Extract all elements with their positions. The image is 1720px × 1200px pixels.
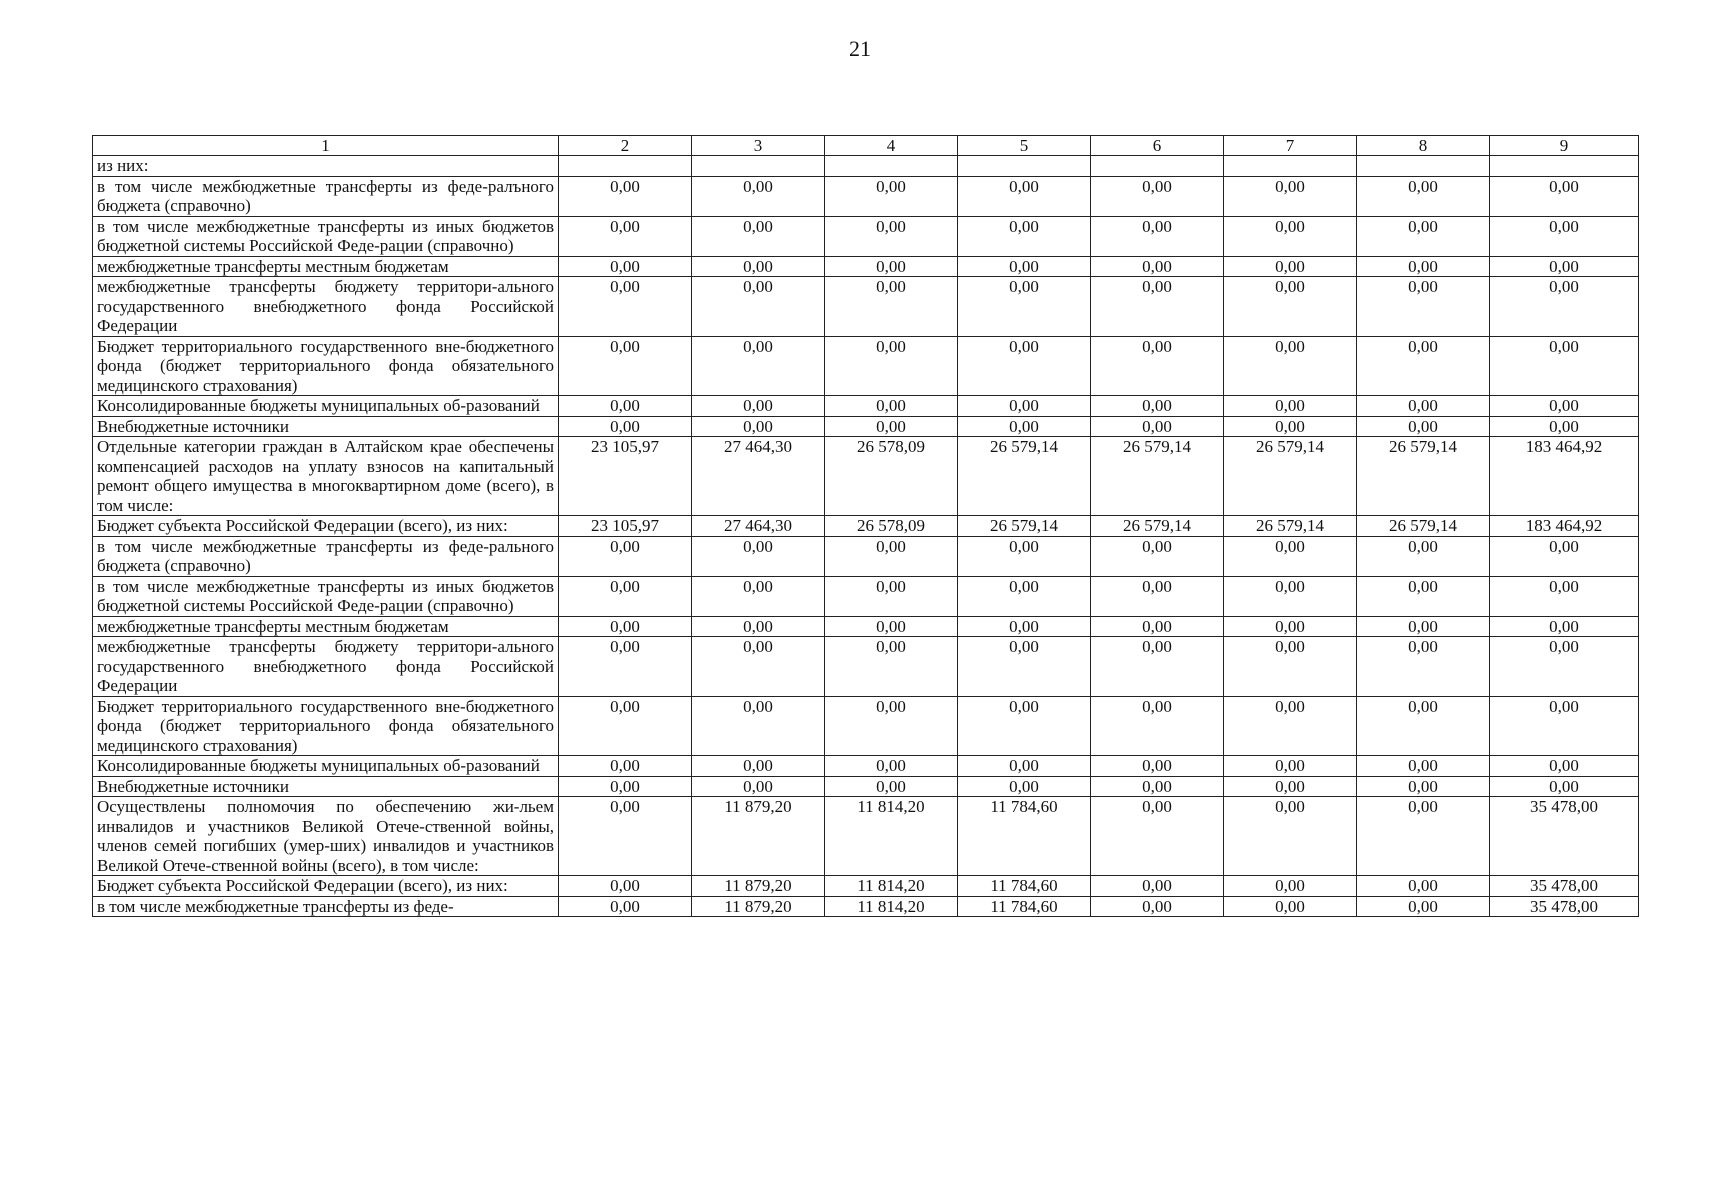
- value-cell: 0,00: [1490, 216, 1639, 256]
- value-cell: 0,00: [1224, 396, 1357, 417]
- value-cell: 0,00: [958, 536, 1091, 576]
- row-label: в том числе межбюджетные трансферты из феде-: [93, 896, 559, 917]
- value-cell: 11 784,60: [958, 876, 1091, 897]
- value-cell: 0,00: [1091, 637, 1224, 697]
- value-cell: 26 579,14: [958, 516, 1091, 537]
- value-cell: 0,00: [825, 277, 958, 337]
- value-cell: 0,00: [1091, 876, 1224, 897]
- row-label: Консолидированные бюджеты муниципальных об-разований: [93, 756, 559, 777]
- row-label: межбюджетные трансферты бюджету территори-ального государственного внебюджетного фонда Российской Федерации: [93, 637, 559, 697]
- value-cell: 0,00: [1091, 336, 1224, 396]
- table-row: [93, 216, 1639, 256]
- column-number-row: [93, 136, 1639, 156]
- value-cell: 0,00: [825, 536, 958, 576]
- value-cell: [1224, 156, 1357, 177]
- budget-table: [92, 135, 1639, 917]
- value-cell: 0,00: [1357, 896, 1490, 917]
- value-cell: 0,00: [1490, 637, 1639, 697]
- value-cell: 0,00: [559, 176, 692, 216]
- value-cell: 0,00: [958, 696, 1091, 756]
- value-cell: 0,00: [1224, 416, 1357, 437]
- value-cell: [1091, 156, 1224, 177]
- value-cell: 35 478,00: [1490, 797, 1639, 876]
- value-cell: 0,00: [1357, 336, 1490, 396]
- value-cell: 183 464,92: [1490, 516, 1639, 537]
- row-label: из них:: [93, 156, 559, 177]
- value-cell: 0,00: [1224, 176, 1357, 216]
- value-cell: 0,00: [825, 216, 958, 256]
- value-cell: [559, 156, 692, 177]
- value-cell: 0,00: [559, 336, 692, 396]
- value-cell: 0,00: [559, 256, 692, 277]
- value-cell: 0,00: [958, 216, 1091, 256]
- value-cell: 0,00: [1224, 896, 1357, 917]
- value-cell: 0,00: [692, 396, 825, 417]
- value-cell: 0,00: [1357, 176, 1490, 216]
- value-cell: 0,00: [692, 696, 825, 756]
- value-cell: 0,00: [1490, 277, 1639, 337]
- value-cell: 0,00: [958, 576, 1091, 616]
- value-cell: 0,00: [1091, 756, 1224, 777]
- value-cell: 0,00: [559, 616, 692, 637]
- value-cell: 0,00: [1091, 696, 1224, 756]
- value-cell: 0,00: [958, 776, 1091, 797]
- value-cell: 0,00: [1357, 277, 1490, 337]
- value-cell: 0,00: [1357, 616, 1490, 637]
- value-cell: 26 578,09: [825, 516, 958, 537]
- value-cell: 0,00: [1357, 216, 1490, 256]
- value-cell: 0,00: [1490, 536, 1639, 576]
- value-cell: 0,00: [692, 776, 825, 797]
- value-cell: [1357, 156, 1490, 177]
- value-cell: 0,00: [692, 616, 825, 637]
- value-cell: 0,00: [825, 756, 958, 777]
- value-cell: 0,00: [825, 336, 958, 396]
- value-cell: 0,00: [559, 536, 692, 576]
- column-header: 5: [958, 136, 1091, 156]
- table-body: [93, 156, 1639, 917]
- value-cell: 23 105,97: [559, 437, 692, 516]
- value-cell: 0,00: [559, 756, 692, 777]
- column-header: 6: [1091, 136, 1224, 156]
- value-cell: 183 464,92: [1490, 437, 1639, 516]
- value-cell: 0,00: [1091, 576, 1224, 616]
- value-cell: 0,00: [825, 776, 958, 797]
- value-cell: 0,00: [825, 576, 958, 616]
- table-row: [93, 516, 1639, 537]
- table-row: [93, 776, 1639, 797]
- value-cell: 0,00: [1091, 176, 1224, 216]
- value-cell: 0,00: [559, 216, 692, 256]
- column-header: 1: [93, 136, 559, 156]
- value-cell: 27 464,30: [692, 437, 825, 516]
- value-cell: 0,00: [1490, 616, 1639, 637]
- row-label: Консолидированные бюджеты муниципальных об-разований: [93, 396, 559, 417]
- value-cell: 26 579,14: [1357, 437, 1490, 516]
- value-cell: 0,00: [1357, 776, 1490, 797]
- value-cell: 0,00: [1224, 696, 1357, 756]
- value-cell: 0,00: [692, 536, 825, 576]
- value-cell: 0,00: [1490, 416, 1639, 437]
- value-cell: [692, 156, 825, 177]
- value-cell: 0,00: [1490, 336, 1639, 396]
- value-cell: 0,00: [692, 637, 825, 697]
- value-cell: 0,00: [825, 256, 958, 277]
- value-cell: 0,00: [1091, 616, 1224, 637]
- row-label: межбюджетные трансферты местным бюджетам: [93, 256, 559, 277]
- value-cell: 0,00: [1490, 696, 1639, 756]
- value-cell: 0,00: [559, 416, 692, 437]
- column-header: 8: [1357, 136, 1490, 156]
- value-cell: 0,00: [958, 416, 1091, 437]
- page-number: 21: [849, 36, 871, 61]
- value-cell: 0,00: [1091, 416, 1224, 437]
- table-row: [93, 696, 1639, 756]
- value-cell: 0,00: [1224, 616, 1357, 637]
- column-header: 3: [692, 136, 825, 156]
- row-label: Внебюджетные источники: [93, 416, 559, 437]
- value-cell: 0,00: [825, 616, 958, 637]
- value-cell: 0,00: [958, 176, 1091, 216]
- value-cell: 0,00: [1224, 536, 1357, 576]
- table-row: [93, 336, 1639, 396]
- value-cell: [825, 156, 958, 177]
- row-label: Бюджет субъекта Российской Федерации (всего), из них:: [93, 516, 559, 537]
- row-label: в том числе межбюджетные трансферты из феде-ралъного бюджета (справочно): [93, 176, 559, 216]
- row-label: Внебюджетные источники: [93, 776, 559, 797]
- value-cell: 0,00: [692, 176, 825, 216]
- table-row: [93, 156, 1639, 177]
- value-cell: 0,00: [825, 176, 958, 216]
- value-cell: 0,00: [825, 396, 958, 417]
- table-row: [93, 176, 1639, 216]
- row-label: в том числе межбюджетные трансферты из феде-рального бюджета (справочно): [93, 536, 559, 576]
- value-cell: 0,00: [825, 696, 958, 756]
- value-cell: 0,00: [692, 336, 825, 396]
- value-cell: 0,00: [559, 277, 692, 337]
- row-label: в том числе межбюджетные трансферты из иных бюджетов бюджетной системы Российской Феде-рации (справочно): [93, 216, 559, 256]
- value-cell: 0,00: [1224, 797, 1357, 876]
- table-row: [93, 756, 1639, 777]
- value-cell: 0,00: [1091, 277, 1224, 337]
- table-row: [93, 797, 1639, 876]
- column-header: 9: [1490, 136, 1639, 156]
- table-row: [93, 536, 1639, 576]
- value-cell: 11 784,60: [958, 896, 1091, 917]
- table-row: [93, 637, 1639, 697]
- value-cell: [1490, 156, 1639, 177]
- table-row: [93, 616, 1639, 637]
- value-cell: 0,00: [1357, 416, 1490, 437]
- value-cell: 0,00: [1357, 256, 1490, 277]
- value-cell: 35 478,00: [1490, 896, 1639, 917]
- value-cell: 0,00: [1224, 277, 1357, 337]
- value-cell: 0,00: [958, 616, 1091, 637]
- value-cell: 0,00: [958, 277, 1091, 337]
- value-cell: 0,00: [692, 256, 825, 277]
- value-cell: 11 879,20: [692, 876, 825, 897]
- table-row: [93, 437, 1639, 516]
- value-cell: 0,00: [692, 216, 825, 256]
- row-label: в том числе межбюджетные трансферты из иных бюджетов бюджетной системы Российской Феде-рации (справочно): [93, 576, 559, 616]
- value-cell: 0,00: [1091, 797, 1224, 876]
- value-cell: 0,00: [559, 896, 692, 917]
- value-cell: 0,00: [559, 576, 692, 616]
- column-header: 7: [1224, 136, 1357, 156]
- row-label: Бюджет субъекта Российской Федерации (всего), из них:: [93, 876, 559, 897]
- value-cell: 0,00: [1357, 576, 1490, 616]
- value-cell: 11 814,20: [825, 896, 958, 917]
- value-cell: 0,00: [559, 696, 692, 756]
- value-cell: 0,00: [1490, 756, 1639, 777]
- value-cell: 0,00: [1357, 696, 1490, 756]
- row-label: Бюджет территориального государственного вне-бюджетного фонда (бюджет территориального фонда обязательного медицинского страхования): [93, 336, 559, 396]
- column-header: 2: [559, 136, 692, 156]
- table-row: [93, 396, 1639, 417]
- table-row: [93, 277, 1639, 337]
- value-cell: 23 105,97: [559, 516, 692, 537]
- value-cell: 11 879,20: [692, 797, 825, 876]
- value-cell: 0,00: [1490, 576, 1639, 616]
- value-cell: 0,00: [1091, 896, 1224, 917]
- value-cell: 11 814,20: [825, 876, 958, 897]
- row-label: Отдельные категории граждан в Алтайском крае обеспечены компенсацией расходов на уплату взносов на капитальный ремонт общего имущества в многоквартирном доме (всего), в том числе:: [93, 437, 559, 516]
- value-cell: 0,00: [692, 756, 825, 777]
- value-cell: 0,00: [1091, 776, 1224, 797]
- value-cell: 0,00: [1224, 637, 1357, 697]
- value-cell: 0,00: [1091, 396, 1224, 417]
- value-cell: 0,00: [1091, 536, 1224, 576]
- value-cell: 0,00: [559, 876, 692, 897]
- value-cell: 0,00: [958, 336, 1091, 396]
- value-cell: 0,00: [692, 416, 825, 437]
- value-cell: 0,00: [559, 776, 692, 797]
- value-cell: 0,00: [1357, 637, 1490, 697]
- value-cell: 0,00: [958, 256, 1091, 277]
- value-cell: 26 579,14: [1091, 516, 1224, 537]
- value-cell: 0,00: [1224, 336, 1357, 396]
- value-cell: 26 579,14: [1224, 516, 1357, 537]
- row-label: межбюджетные трансферты бюджету территори-ального государственного внебюджетного фонда Российской Федерации: [93, 277, 559, 337]
- value-cell: 26 579,14: [1091, 437, 1224, 516]
- value-cell: 0,00: [1357, 536, 1490, 576]
- value-cell: 0,00: [559, 797, 692, 876]
- value-cell: 35 478,00: [1490, 876, 1639, 897]
- row-label: межбюджетные трансферты местным бюджетам: [93, 616, 559, 637]
- row-label: Бюджет территориального государственного вне-бюджетного фонда (бюджет территориального фонда обязательного медицинского страхования): [93, 696, 559, 756]
- value-cell: 26 579,14: [958, 437, 1091, 516]
- value-cell: 11 879,20: [692, 896, 825, 917]
- value-cell: 0,00: [1224, 216, 1357, 256]
- row-label: Осуществлены полномочия по обеспечению жи-льем инвалидов и участников Великой Отече-ственной войны, членов семей погибших (умер-ших) инвалидов и участников Великой Отече-ственной войны (всего), в том числе:: [93, 797, 559, 876]
- value-cell: 0,00: [1490, 396, 1639, 417]
- table-row: [93, 576, 1639, 616]
- value-cell: 0,00: [825, 416, 958, 437]
- table-row: [93, 416, 1639, 437]
- value-cell: 0,00: [1091, 256, 1224, 277]
- value-cell: 0,00: [692, 277, 825, 337]
- value-cell: 0,00: [559, 396, 692, 417]
- value-cell: 0,00: [958, 756, 1091, 777]
- value-cell: 26 578,09: [825, 437, 958, 516]
- value-cell: 0,00: [1224, 576, 1357, 616]
- table-row: [93, 256, 1639, 277]
- value-cell: 11 814,20: [825, 797, 958, 876]
- value-cell: 0,00: [1357, 797, 1490, 876]
- value-cell: 0,00: [1490, 176, 1639, 216]
- value-cell: 0,00: [1490, 256, 1639, 277]
- value-cell: 0,00: [1224, 256, 1357, 277]
- value-cell: 0,00: [1357, 756, 1490, 777]
- column-header: 4: [825, 136, 958, 156]
- value-cell: 0,00: [958, 396, 1091, 417]
- value-cell: 0,00: [1224, 876, 1357, 897]
- value-cell: 0,00: [692, 576, 825, 616]
- value-cell: 0,00: [559, 637, 692, 697]
- value-cell: 11 784,60: [958, 797, 1091, 876]
- value-cell: [958, 156, 1091, 177]
- table-row: [93, 876, 1639, 897]
- value-cell: 0,00: [1091, 216, 1224, 256]
- value-cell: 0,00: [1357, 876, 1490, 897]
- value-cell: 0,00: [1224, 776, 1357, 797]
- value-cell: 26 579,14: [1357, 516, 1490, 537]
- table-row: [93, 896, 1639, 917]
- value-cell: 27 464,30: [692, 516, 825, 537]
- value-cell: 0,00: [1357, 396, 1490, 417]
- value-cell: 26 579,14: [1224, 437, 1357, 516]
- value-cell: 0,00: [825, 637, 958, 697]
- value-cell: 0,00: [1224, 756, 1357, 777]
- value-cell: 0,00: [1490, 776, 1639, 797]
- value-cell: 0,00: [958, 637, 1091, 697]
